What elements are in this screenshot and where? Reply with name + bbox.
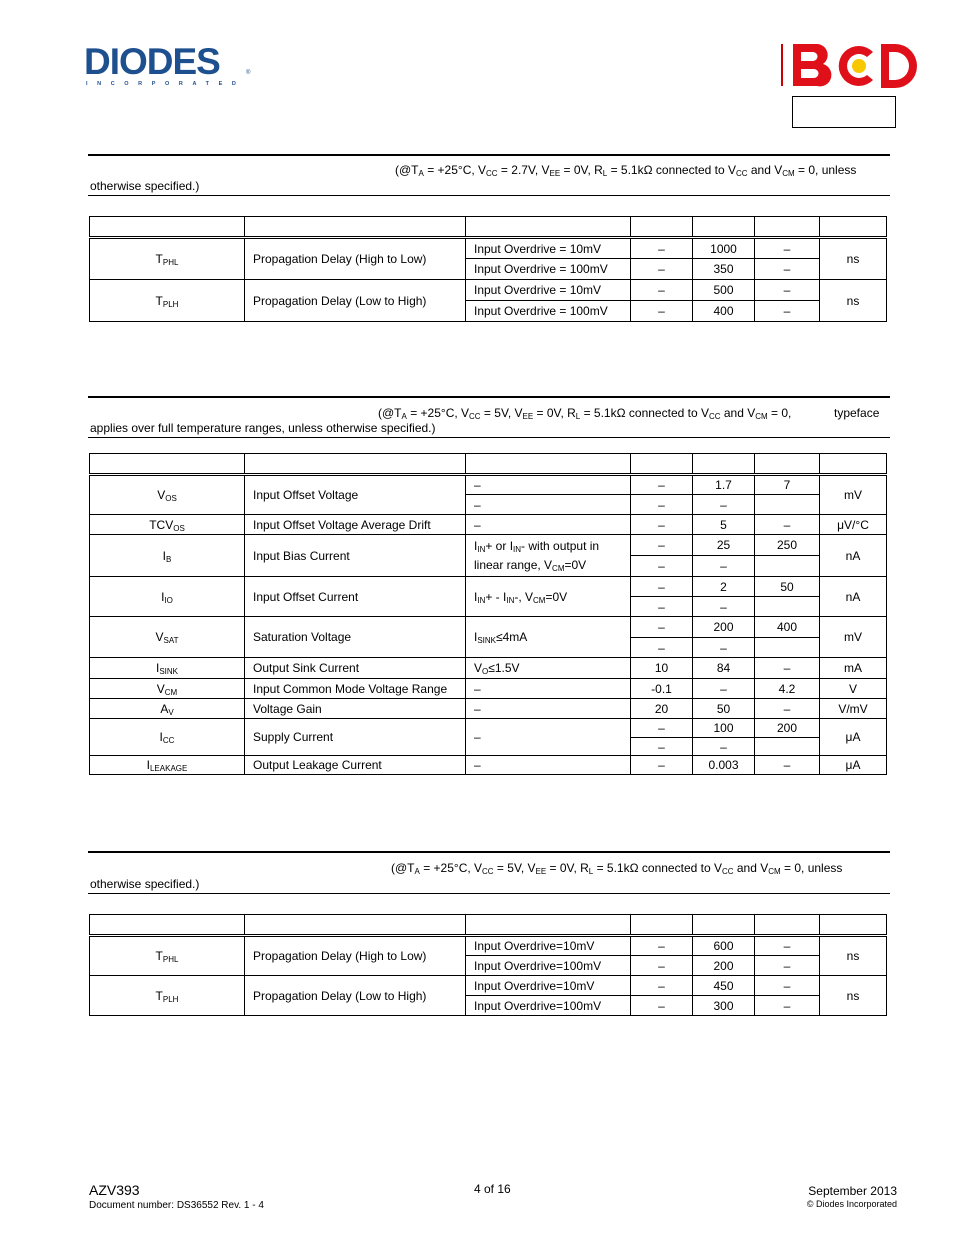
max-cell: –: [755, 936, 820, 956]
min-cell: –: [631, 936, 693, 956]
max-cell: –: [755, 259, 820, 280]
unit-cell: ns: [820, 280, 887, 322]
section3-conditions-line2: otherwise specified.): [90, 877, 200, 891]
symbol-cell: $I_B$: [90, 535, 245, 577]
typ-cell: –: [693, 556, 755, 577]
typ-cell: 600: [693, 936, 755, 956]
condition-cell: –: [466, 515, 631, 535]
typ-cell: 5: [693, 515, 755, 535]
max-cell: 7: [755, 475, 820, 495]
min-cell: 20: [631, 699, 693, 719]
min-cell: –: [631, 280, 693, 301]
section2-table: [89, 453, 887, 775]
typ-cell: 350: [693, 259, 755, 280]
section1-bottom-rule: [88, 195, 890, 196]
max-cell: –: [755, 699, 820, 719]
table-row-ib: [90, 535, 887, 556]
unit-cell: ns: [820, 936, 887, 976]
typ-cell: 500: [693, 280, 755, 301]
unit-cell: μA: [820, 756, 887, 775]
typ-cell: –: [693, 738, 755, 756]
typ-cell: 1000: [693, 238, 755, 259]
typ-cell: 300: [693, 996, 755, 1016]
min-cell: -0.1: [631, 679, 693, 699]
section2-top-rule: [88, 396, 890, 398]
typ-cell: –: [693, 495, 755, 515]
min-cell: –: [631, 617, 693, 638]
symbol-cell: $V_{CM}$: [90, 679, 245, 699]
max-cell: [755, 738, 820, 756]
min-cell: –: [631, 956, 693, 976]
symbol-cell: $A_V$: [90, 699, 245, 719]
parameter-cell: Saturation Voltage: [245, 617, 466, 658]
section1-conditions-line1: ($@T_A = +25^\circ C$, $V_{CC} = 2.7V$, $V_{EE} = 0V$, $R_L = 5.1k\Omega$ connected to $V_{CC}$ and $V_{CM} = 0$, unless: [395, 163, 857, 178]
symbol-cell: $T_{PHL}$: [90, 936, 245, 976]
parameter-cell: Supply Current: [245, 719, 466, 756]
min-cell: –: [631, 976, 693, 996]
table-row-iio: [90, 577, 887, 597]
typ-cell: –: [693, 638, 755, 658]
condition-cell: Input Overdrive = 10mV: [466, 238, 631, 259]
diodes-logo-text: DIODES: [84, 41, 220, 82]
typ-cell: 84: [693, 658, 755, 679]
condition-cell: Input Overdrive=10mV: [466, 976, 631, 996]
parameter-cell: Propagation Delay (High to Low): [245, 936, 466, 976]
section3-bottom-rule: [88, 893, 890, 894]
condition-cell: Input Overdrive=10mV: [466, 936, 631, 956]
section2-conditions-line2: applies over full temperature ranges, unless otherwise specified.): [90, 421, 436, 435]
table-row-vos: [90, 475, 887, 495]
min-cell: –: [631, 756, 693, 775]
min-cell: –: [631, 535, 693, 556]
unit-cell: mV: [820, 475, 887, 515]
max-cell: [755, 495, 820, 515]
max-cell: [755, 556, 820, 577]
typ-cell: –: [693, 679, 755, 699]
parameter-cell: Propagation Delay (High to Low): [245, 238, 466, 280]
typ-cell: 450: [693, 976, 755, 996]
max-cell: 4.2: [755, 679, 820, 699]
symbol-cell: $TCV_{OS}$: [90, 515, 245, 535]
condition-cell: Input Overdrive=100mV: [466, 956, 631, 976]
header-badge-box: [792, 96, 896, 128]
symbol-cell: $I_{CC}$: [90, 719, 245, 756]
max-cell: 50: [755, 577, 820, 597]
max-cell: –: [755, 976, 820, 996]
min-cell: –: [631, 719, 693, 738]
table-row-ileakage: [90, 756, 887, 775]
max-cell: 250: [755, 535, 820, 556]
footer-document-number: Document number: DS36552 Rev. 1 - 4: [89, 1200, 264, 1211]
min-cell: –: [631, 259, 693, 280]
unit-cell: μA: [820, 719, 887, 756]
unit-cell: ns: [820, 238, 887, 280]
parameter-cell: Propagation Delay (Low to High): [245, 280, 466, 322]
symbol-cell: $I_{LEAKAGE}$: [90, 756, 245, 775]
max-cell: 400: [755, 617, 820, 638]
typ-cell: 50: [693, 699, 755, 719]
parameter-cell: Voltage Gain: [245, 699, 466, 719]
table-row-av: [90, 699, 887, 719]
min-cell: –: [631, 597, 693, 617]
typ-cell: 100: [693, 719, 755, 738]
unit-cell: V: [820, 679, 887, 699]
typ-cell: 400: [693, 301, 755, 322]
section2-conditions-line1: ($@T_A = +25^\circ C$, $V_{CC} = 5V$, $V_{EE} = 0V$, $R_L = 5.1k\Omega$ connected to $V_{CC}$ and $V_{CM} = 0$,: [378, 406, 792, 421]
typ-cell: –: [693, 597, 755, 617]
footer-part-number: AZV393: [89, 1182, 140, 1198]
condition-cell: Input Overdrive=100mV: [466, 996, 631, 1016]
max-cell: –: [755, 956, 820, 976]
condition-cell: $I_{IN}+ - I_{IN}-$, $V_{CM}=0V$: [466, 577, 631, 617]
parameter-cell: Output Sink Current: [245, 658, 466, 679]
table-row-vsat: [90, 617, 887, 638]
condition-cell: –: [466, 719, 631, 756]
registered-mark: ®: [246, 70, 251, 76]
diodes-logo-subtext: INCORPORATED: [86, 81, 246, 87]
min-cell: –: [631, 556, 693, 577]
min-cell: –: [631, 996, 693, 1016]
parameter-cell: Input Bias Current: [245, 535, 466, 577]
min-cell: 10: [631, 658, 693, 679]
section1-top-rule: [88, 154, 890, 156]
parameter-cell: Propagation Delay (Low to High): [245, 976, 466, 1016]
max-cell: –: [755, 756, 820, 775]
footer-date: September 2013: [808, 1184, 897, 1198]
table-row-isink: [90, 658, 887, 679]
table-row: [90, 936, 887, 956]
max-cell: –: [755, 238, 820, 259]
condition-cell: –: [466, 679, 631, 699]
max-cell: [755, 638, 820, 658]
condition-cell: –: [466, 475, 631, 495]
min-cell: –: [631, 238, 693, 259]
max-cell: –: [755, 996, 820, 1016]
section1-conditions-line2: otherwise specified.): [90, 179, 200, 193]
min-cell: –: [631, 495, 693, 515]
min-cell: –: [631, 475, 693, 495]
table-row-icc: [90, 719, 887, 738]
parameter-cell: Output Leakage Current: [245, 756, 466, 775]
condition-cell: –: [466, 495, 631, 515]
condition-cell: Input Overdrive = 100mV: [466, 259, 631, 280]
table-row-tcvos: [90, 515, 887, 535]
table-row: [90, 238, 887, 259]
section2-bottom-rule: [88, 437, 890, 438]
table-header-row: [90, 454, 887, 475]
min-cell: –: [631, 638, 693, 658]
table-header-row: [90, 915, 887, 936]
parameter-cell: Input Offset Voltage Average Drift: [245, 515, 466, 535]
table-row: [90, 976, 887, 996]
max-cell: [755, 597, 820, 617]
bcd-logo: [781, 42, 921, 90]
max-cell: 200: [755, 719, 820, 738]
condition-cell: –: [466, 756, 631, 775]
diodes-logo: [84, 42, 254, 90]
unit-cell: V/mV: [820, 699, 887, 719]
condition-cell: $I_{SINK}\le 4mA$: [466, 617, 631, 658]
parameter-cell: Input Common Mode Voltage Range: [245, 679, 466, 699]
section2-conditions-typeface: typeface: [834, 406, 880, 420]
symbol-cell: $T_{PLH}$: [90, 976, 245, 1016]
condition-cell: $I_{IN}+$ or $I_{IN}-$ with output in linear range, $V_{CM}=0V$: [466, 535, 631, 577]
unit-cell: nA: [820, 535, 887, 577]
footer-copyright: © Diodes Incorporated: [806, 1199, 897, 1209]
typ-cell: 2: [693, 577, 755, 597]
max-cell: –: [755, 301, 820, 322]
unit-cell: nA: [820, 577, 887, 617]
symbol-cell: $T_{PLH}$: [90, 280, 245, 322]
section3-table: [89, 914, 887, 1016]
min-cell: –: [631, 577, 693, 597]
condition-cell: Input Overdrive = 100mV: [466, 301, 631, 322]
max-cell: –: [755, 280, 820, 301]
symbol-cell: $T_{PHL}$: [90, 238, 245, 280]
table-row: [90, 280, 887, 301]
symbol-cell: $V_{OS}$: [90, 475, 245, 515]
table-row-vcm: [90, 679, 887, 699]
min-cell: –: [631, 301, 693, 322]
section3-conditions-line1: ($@T_A = +25^\circ C$, $V_{CC} = 5V$, $V_{EE} = 0V$, $R_L = 5.1k\Omega$ connected to $V_{CC}$ and $V_{CM} = 0$, unless: [391, 861, 843, 876]
max-cell: –: [755, 658, 820, 679]
symbol-cell: $I_{SINK}$: [90, 658, 245, 679]
condition-cell: $V_O\le 1.5V$: [466, 658, 631, 679]
unit-cell: mV: [820, 617, 887, 658]
typ-cell: 0.003: [693, 756, 755, 775]
unit-cell: mA: [820, 658, 887, 679]
unit-cell: ns: [820, 976, 887, 1016]
typ-cell: 25: [693, 535, 755, 556]
max-cell: –: [755, 515, 820, 535]
typ-cell: 1.7: [693, 475, 755, 495]
min-cell: –: [631, 515, 693, 535]
unit-cell: μV/°C: [820, 515, 887, 535]
section1-table: [89, 216, 887, 322]
parameter-cell: Input Offset Current: [245, 577, 466, 617]
typ-cell: 200: [693, 617, 755, 638]
symbol-cell: $I_{IO}$: [90, 577, 245, 617]
section3-top-rule: [88, 851, 890, 853]
symbol-cell: $V_{SAT}$: [90, 617, 245, 658]
typ-cell: 200: [693, 956, 755, 976]
condition-cell: Input Overdrive = 10mV: [466, 280, 631, 301]
min-cell: –: [631, 738, 693, 756]
parameter-cell: Input Offset Voltage: [245, 475, 466, 515]
condition-cell: –: [466, 699, 631, 719]
footer-page-number: 4 of 16: [474, 1182, 511, 1196]
table-header-row: [90, 217, 887, 238]
